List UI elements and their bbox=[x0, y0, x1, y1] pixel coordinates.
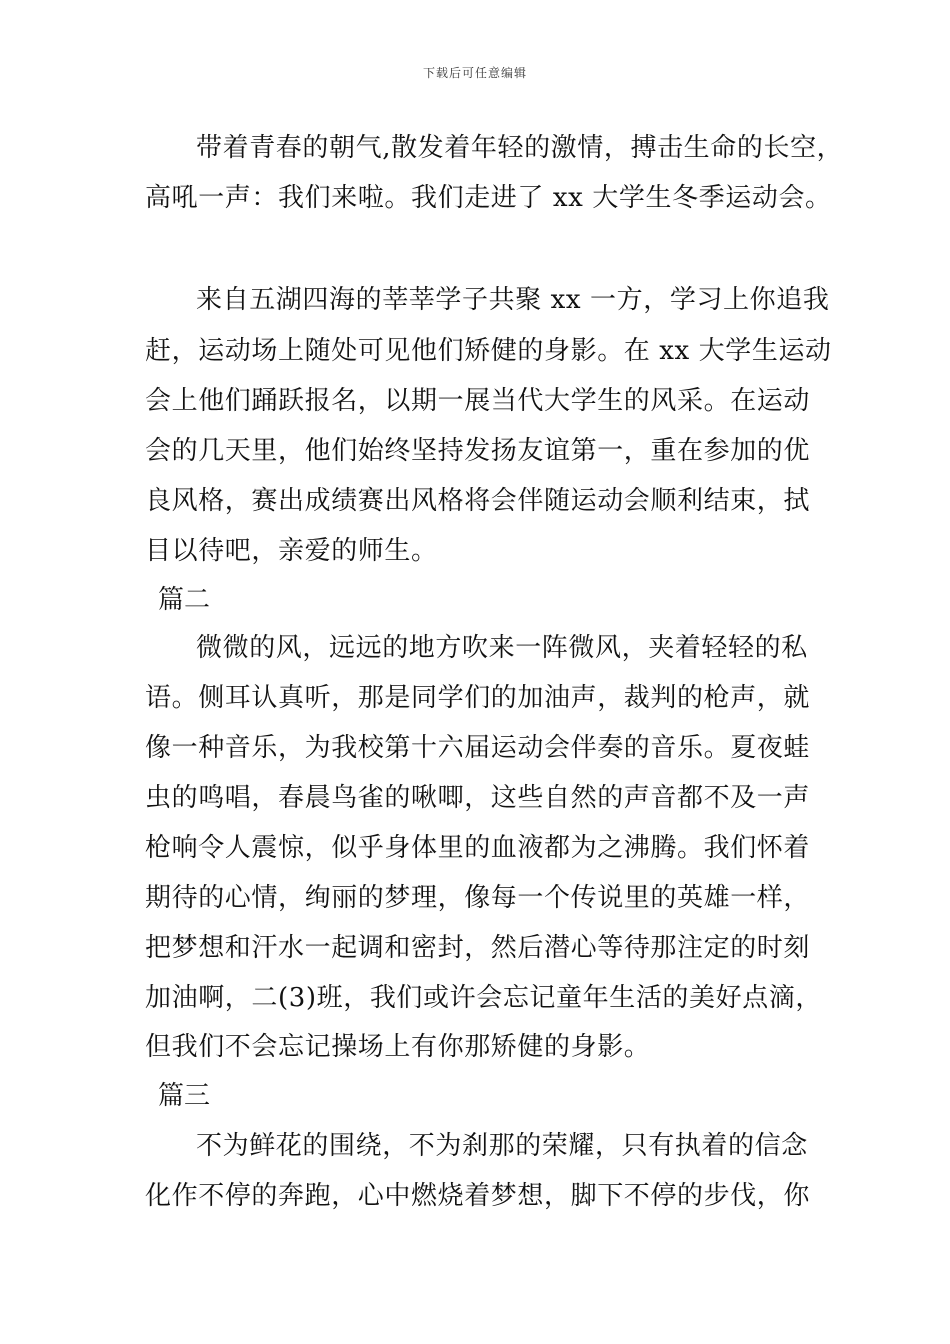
text-line: 赶，运动场上随处可见他们矫健的身影。在 xx 大学生运动 bbox=[145, 336, 832, 366]
text-line: 枪响令人震惊，似乎身体里的血液都为之沸腾。我们怀着 bbox=[145, 833, 811, 863]
text-line: 良风格，赛出成绩赛出风格将会伴随运动会顺利结束，拭 bbox=[145, 486, 811, 516]
text-line: 会的几天里，他们始终坚持发扬友谊第一，重在参加的优 bbox=[145, 436, 811, 466]
text-line: 来自五湖四海的莘莘学子共聚 xx 一方，学习上你追我 bbox=[196, 285, 830, 315]
page-header: 下载后可任意编辑 bbox=[422, 66, 527, 80]
text-line: 加油啊，二(3)班，我们或许会忘记童年生活的美好点滴， bbox=[145, 983, 823, 1013]
text-line: 像一种音乐，为我校第十六届运动会伴奏的音乐。夏夜蛙 bbox=[145, 733, 811, 763]
section-heading: 篇三 bbox=[158, 1081, 211, 1111]
text-line: 语。侧耳认真听，那是同学们的加油声，裁判的枪声，就 bbox=[145, 683, 811, 713]
text-line: 目以待吧，亲爱的师生。 bbox=[145, 536, 438, 566]
text-line: 高吼一声：我们来啦。我们走进了 xx 大学生冬季运动会。 bbox=[145, 183, 832, 213]
text-line: 会上他们踊跃报名，以期一展当代大学生的风采。在运动 bbox=[145, 386, 811, 416]
text-line: 带着青春的朝气,散发着年轻的激情，搏击生命的长空， bbox=[196, 133, 844, 163]
section-heading: 篇二 bbox=[158, 585, 211, 615]
text-line: 但我们不会忘记操场上有你那矫健的身影。 bbox=[145, 1032, 651, 1062]
text-line: 虫的鸣唱，春晨鸟雀的啾唧，这些自然的声音都不及一声 bbox=[145, 783, 811, 813]
text-line: 化作不停的奔跑，心中燃烧着梦想，脚下不停的步伐，你 bbox=[145, 1181, 811, 1211]
text-line: 把梦想和汗水一起调和密封，然后潜心等待那注定的时刻 bbox=[145, 933, 811, 963]
text-line: 不为鲜花的围绕，不为刹那的荣耀，只有执着的信念 bbox=[196, 1131, 808, 1161]
text-line: 期待的心情，绚丽的梦理，像每一个传说里的英雄一样， bbox=[145, 883, 811, 913]
text-line: 微微的风，远远的地方吹来一阵微风，夹着轻轻的私 bbox=[196, 633, 808, 663]
